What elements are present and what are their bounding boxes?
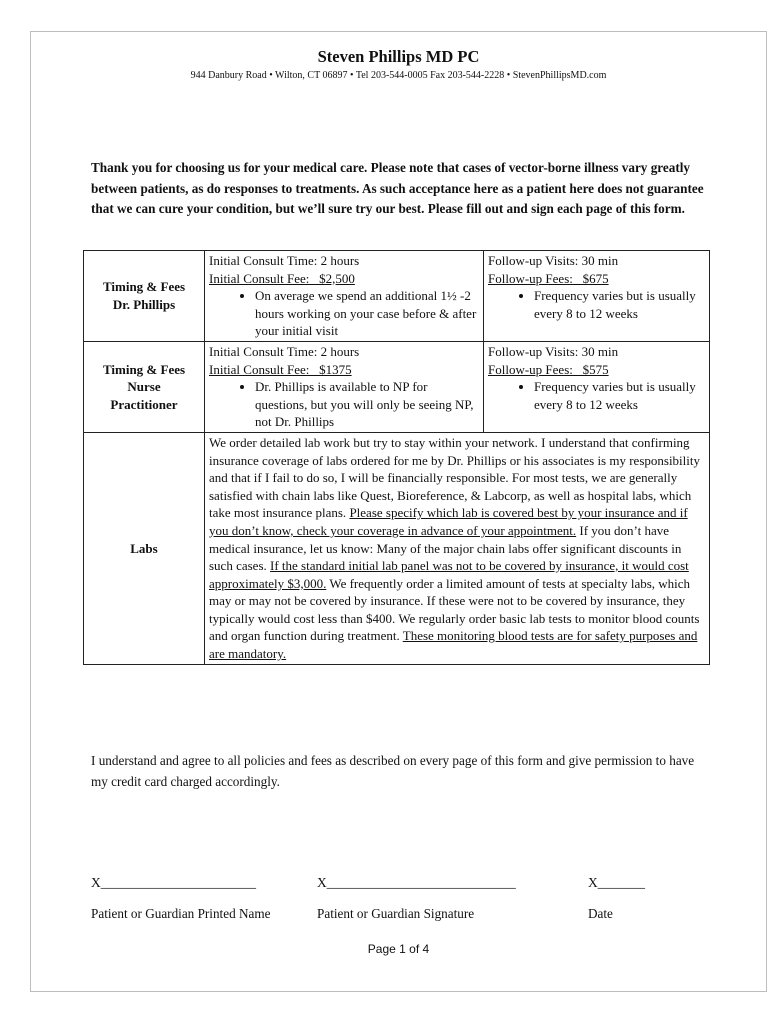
initial-consult-time: Initial Consult Time: 2 hours — [209, 343, 360, 359]
document-page — [30, 31, 767, 992]
followup-visit-time: Follow-up Visits: 30 min — [488, 253, 619, 268]
row-header-line: Dr. Phillips — [112, 296, 176, 312]
signature-field[interactable]: X____________________________ — [317, 875, 516, 890]
followup-cell-np — [484, 341, 710, 432]
labs-text: If you don’t have medical insurance, let us know: Many of the major chain labs offer significant discounts in such cases. — [209, 522, 682, 574]
labs-text: We order detailed lab work but try to stay within your network. I understand that confirming insurance coverage of labs ordered for me by Dr. Phillips or his associates is my responsibility and that if I fail to do so, I will be financially responsible. For most tests, we are generally satisfied with chain labs like Quest, Bioreference, & Labcorp, as well as hospital labs, which take most insurance plans. — [209, 434, 701, 521]
followup-visit-time: Follow-up Visits: 30 min — [488, 343, 619, 359]
practice-name: Steven Phillips MD PC — [317, 47, 480, 66]
row-header-labs: Labs — [84, 432, 205, 664]
date-label: Date — [588, 906, 613, 921]
date-field[interactable]: X_______ — [588, 875, 645, 890]
row-header-line: Practitioner — [110, 396, 178, 412]
row-header-line: Nurse — [127, 379, 161, 395]
agreement-statement: I understand and agree to all policies and fees as described on every page of this form and give permission to have my credit card charged accordingly. — [91, 753, 695, 789]
list-item: • Frequency varies but is usually every 8 to 12 weeks — [534, 378, 705, 413]
list-item: • Dr. Phillips is available to NP for questions, but you will only be seeing NP, not Dr. Phillips — [255, 378, 479, 431]
signature-label: Patient or Guardian Signature — [317, 906, 475, 921]
row-header-np — [84, 341, 205, 432]
printed-name-field[interactable]: X_______________________ — [91, 875, 256, 890]
followup-notes — [488, 287, 705, 322]
table-row-dr-phillips — [84, 251, 710, 342]
row-header-line: Timing & Fees — [102, 279, 186, 295]
labs-underlined-text: If the standard initial lab panel was not to be covered by insurance, it would cost approximately $3,000. — [209, 558, 689, 591]
labs-underlined-text: Please specify which lab is covered best by your insurance and if you don’t know, check your coverage in advance of your appointment. — [209, 505, 688, 538]
initial-consult-cell-np — [205, 341, 484, 432]
initial-consult-notes — [209, 287, 479, 340]
labs-underlined-text: These monitoring blood tests are for safety purposes and are mandatory. — [209, 628, 698, 662]
labs-text: We frequently order a limited amount of tests at specialty labs, which may or may not be covered by insurance. If these were not to be covered by insurance, they typically would cost less than $400. We regularly order basic lab tests to monitor blood counts and organ function during treatment. — [209, 575, 700, 644]
initial-consult-cell-dr — [205, 251, 484, 342]
fees-table — [83, 250, 710, 665]
initial-consult-fee: Initial Consult Fee: $1375 — [209, 361, 352, 377]
list-item: • On average we spend an additional 1½ -2 hours working on your case before & after your initial visit — [255, 287, 479, 340]
labs-description — [205, 432, 710, 664]
initial-consult-time: Initial Consult Time: 2 hours — [209, 253, 360, 268]
followup-notes — [488, 378, 705, 413]
row-header-dr-phillips — [84, 251, 205, 342]
initial-consult-fee: Initial Consult Fee: $2,500 — [209, 270, 355, 286]
followup-fee: Follow-up Fees: $675 — [488, 270, 609, 286]
table-row-np — [84, 341, 710, 432]
row-header-line: Timing & Fees — [102, 361, 186, 377]
practice-address: 944 Danbury Road • Wilton, CT 06897 • Tel 203-544-0005 Fax 203-544-2228 • StevenPhillipsMD.com — [190, 70, 607, 81]
intro-paragraph: Thank you for choosing us for your medical care. Please note that cases of vector-borne illness vary greatly between patients, as do responses to treatments. As such acceptance here as a patient here does not guarantee that we can cure your condition, but we’ll sure try our best. Please fill out and sign each page of this form. — [91, 160, 704, 216]
followup-fee: Follow-up Fees: $575 — [488, 361, 609, 377]
followup-cell-dr — [484, 251, 710, 342]
table-row-labs — [84, 432, 710, 664]
initial-consult-notes — [209, 378, 479, 431]
list-item: • Frequency varies but is usually every 8 to 12 weeks — [534, 287, 705, 322]
page-number: Page 1 of 4 — [367, 942, 430, 956]
printed-name-label: Patient or Guardian Printed Name — [91, 906, 271, 921]
